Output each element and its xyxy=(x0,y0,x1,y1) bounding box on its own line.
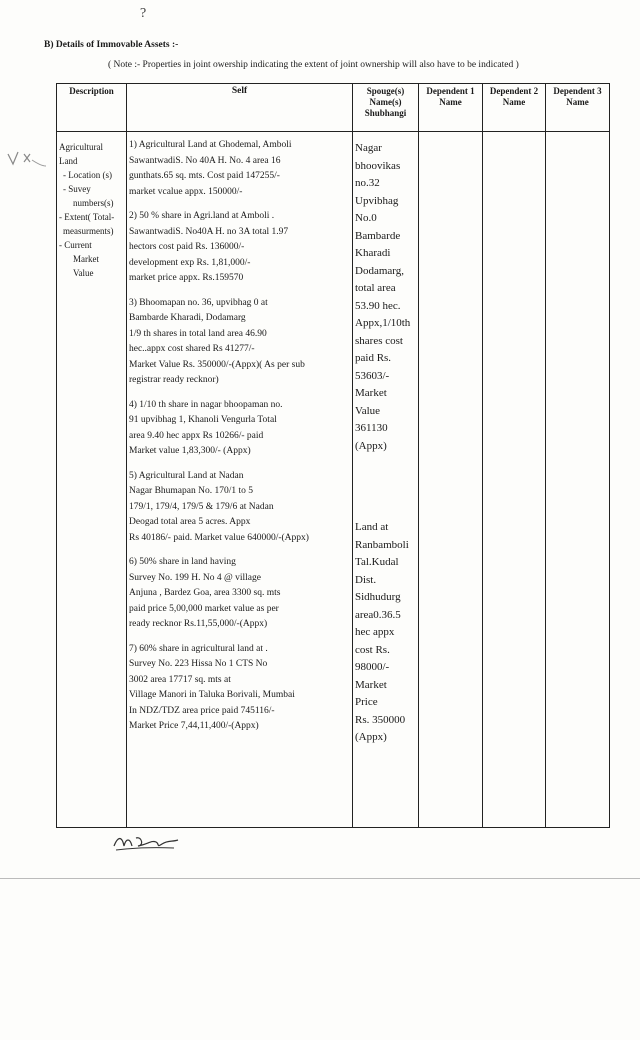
spouse-line: bhoovikas xyxy=(355,159,401,172)
spouse-line: no.32 xyxy=(355,177,380,189)
spouse-line: Bambarde xyxy=(355,229,401,242)
margin-tick-icon xyxy=(6,148,46,170)
asset-line: Market Value Rs. 350000/-(Appx)( As per sub xyxy=(129,359,305,370)
header-dependent-line: Name xyxy=(502,97,526,107)
asset-item xyxy=(129,296,350,389)
table-row xyxy=(57,132,610,828)
description-line: numbers(s) xyxy=(73,198,114,208)
page-bottom-rule xyxy=(0,878,640,879)
asset-line: hec..appx cost shared Rs 41277/- xyxy=(129,344,255,354)
asset-line: ready recknor Rs.11,55,000/-(Appx) xyxy=(129,619,268,629)
spouse-line: Tal.Kudal xyxy=(355,556,399,568)
signature xyxy=(112,832,182,852)
spouse-line: 53603/- xyxy=(355,369,390,382)
spouse-line: 53.90 hec. xyxy=(355,299,401,312)
spouse-cell xyxy=(353,132,419,828)
spouse-line: hec appx xyxy=(355,626,395,638)
header-dependent-1 xyxy=(419,84,483,132)
section-note: ( Note :- Properties in joint owership indicating the extent of joint ownership will also have to be indicated ) xyxy=(108,60,519,70)
description-line: Value xyxy=(73,268,94,278)
header-dependent-3 xyxy=(546,84,610,132)
spouse-line: Land at xyxy=(355,521,389,533)
asset-line: In NDZ/TDZ area price paid 745116/- xyxy=(129,705,275,716)
asset-line: 91 upvibhag 1, Khanoli Vengurla Total xyxy=(129,415,277,425)
spouse-line: Kharadi xyxy=(355,247,391,259)
description-line: Land xyxy=(59,156,78,166)
asset-line: paid price 5,00,000 market value as per xyxy=(129,603,279,614)
spouse-line: paid Rs. xyxy=(355,352,392,364)
asset-line: Survey No. 199 H. No 4 @ village xyxy=(129,572,261,583)
header-description: Description xyxy=(57,84,127,132)
spouse-line: No.0 xyxy=(355,212,377,224)
spouse-line: Nagar xyxy=(355,142,382,154)
asset-line: SawantwadiS. No40A H. no 3A total 1.97 xyxy=(129,226,289,237)
asset-line: Anjuna , Bardez Goa, area 3300 sq. mts xyxy=(129,588,281,598)
asset-line: 1) Agricultural Land at Ghodemal, Amboli xyxy=(129,140,292,150)
signature-scribble-icon xyxy=(112,832,182,852)
description-cell xyxy=(57,132,127,828)
asset-line: Bambarde Kharadi, Dodamarg xyxy=(129,313,246,323)
spouse-spacer xyxy=(355,455,417,519)
asset-line: Market value 1,83,300/- (Appx) xyxy=(129,446,251,456)
header-self: Self xyxy=(127,84,353,132)
header-spouse-line: Spouge(s) xyxy=(366,86,405,96)
asset-line: 3002 area 17717 sq. mts at xyxy=(129,674,231,685)
spouse-line: Value xyxy=(355,404,381,417)
asset-line: 1/9 th shares in total land area 46.90 xyxy=(129,328,267,339)
asset-line: market vcalue appx. 150000/- xyxy=(129,186,243,197)
spouse-line: cost Rs. xyxy=(355,643,390,656)
header-row xyxy=(57,84,610,132)
description-line: Agricultural xyxy=(59,142,103,152)
asset-line: area 9.40 hec appx Rs 10266/- paid xyxy=(129,430,264,441)
spouse-line: area0.36.5 xyxy=(355,608,401,621)
asset-line: Deogad total area 5 acres. Appx xyxy=(129,517,251,527)
dependent-1-cell xyxy=(419,132,483,828)
asset-line: development exp Rs. 1,81,000/- xyxy=(129,257,251,268)
spouse-line: 361130 xyxy=(355,422,388,434)
asset-line: Survey No. 223 Hissa No 1 CTS No xyxy=(129,659,268,669)
header-spouse-line: Name(s) xyxy=(369,97,402,107)
asset-line: Nagar Bhumapan No. 170/1 to 5 xyxy=(129,486,254,496)
spouse-line: Dist. xyxy=(355,573,377,586)
header-dependent-line: Dependent 2 xyxy=(489,86,539,96)
asset-item xyxy=(129,209,350,287)
spouse-line: 98000/- xyxy=(355,661,390,673)
spouse-line: Ranbamboli xyxy=(355,538,409,551)
asset-item xyxy=(129,398,350,460)
asset-item xyxy=(129,642,350,735)
immovable-assets-table xyxy=(56,83,610,828)
margin-tick-mark xyxy=(6,148,46,173)
asset-item xyxy=(129,555,350,633)
description-line: measurments) xyxy=(63,226,114,236)
asset-line: 7) 60% share in agricultural land at . xyxy=(129,643,268,654)
description-line: Market xyxy=(73,254,99,264)
spouse-line: shares cost xyxy=(355,334,403,347)
header-dependent-line: Dependent 1 xyxy=(426,86,475,96)
description-line: - Suvey xyxy=(63,184,91,194)
spouse-line: Price xyxy=(355,696,378,708)
asset-line: gunthats.65 sq. mts. Cost paid 147255/- xyxy=(129,171,280,181)
asset-item xyxy=(129,469,350,547)
header-spouse-line: Shubhangi xyxy=(364,108,407,118)
spouse-line: (Appx) xyxy=(355,439,387,452)
asset-line: 4) 1/10 th share in nagar bhoopaman no. xyxy=(129,399,283,410)
header-dependent-line: Name xyxy=(566,97,589,107)
page-top-mark: ? xyxy=(140,6,147,21)
header-dependent-2 xyxy=(483,84,546,132)
spouse-line: (Appx) xyxy=(355,731,387,743)
asset-line: Village Manori in Taluka Borivali, Mumbai xyxy=(129,690,295,700)
spouse-line: Appx,1/10th xyxy=(355,317,411,329)
spouse-line: Market xyxy=(355,678,387,691)
asset-line: 3) Bhoomapan no. 36, upvibhag 0 at xyxy=(129,297,268,308)
spouse-line: Market xyxy=(355,387,387,399)
spouse-line: total area xyxy=(355,282,396,294)
asset-line: SawantwadiS. No 40A H. No. 4 area 16 xyxy=(129,155,281,166)
asset-line: Rs 40186/- paid. Market value 640000/-(Appx) xyxy=(129,532,309,543)
asset-line: Market Price 7,44,11,400/-(Appx) xyxy=(129,721,259,731)
asset-line: hectors cost paid Rs. 136000/- xyxy=(129,242,245,252)
description-line: - Current xyxy=(59,240,92,250)
asset-line: registrar ready recknor) xyxy=(129,375,219,385)
spouse-line: Sidhudurg xyxy=(355,591,401,603)
section-heading: B) Details of Immovable Assets :- xyxy=(44,40,179,50)
header-dependent-line: Name xyxy=(439,97,462,107)
description-line: - Extent( Total- xyxy=(59,212,115,222)
asset-line: 5) Agricultural Land at Nadan xyxy=(129,470,244,481)
self-cell xyxy=(127,132,353,828)
asset-item xyxy=(129,138,350,200)
asset-line: market price appx. Rs.159570 xyxy=(129,273,244,283)
asset-line: 2) 50 % share in Agri.land at Amboli . xyxy=(129,211,275,221)
spouse-asset-1 xyxy=(355,140,417,455)
dependent-2-cell xyxy=(483,132,546,828)
spouse-asset-2 xyxy=(355,519,417,747)
header-spouse xyxy=(353,84,419,132)
spouse-line: Upvibhag xyxy=(355,194,399,207)
asset-line: 179/1, 179/4, 179/5 & 179/6 at Nadan xyxy=(129,501,274,512)
header-dependent-line: Dependent 3 xyxy=(553,86,602,96)
spouse-line: Dodamarg, xyxy=(355,264,404,277)
asset-line: 6) 50% share in land having xyxy=(129,557,236,567)
dependent-3-cell xyxy=(546,132,610,828)
spouse-line: Rs. 350000 xyxy=(355,713,406,726)
description-line: - Location (s) xyxy=(63,170,112,180)
